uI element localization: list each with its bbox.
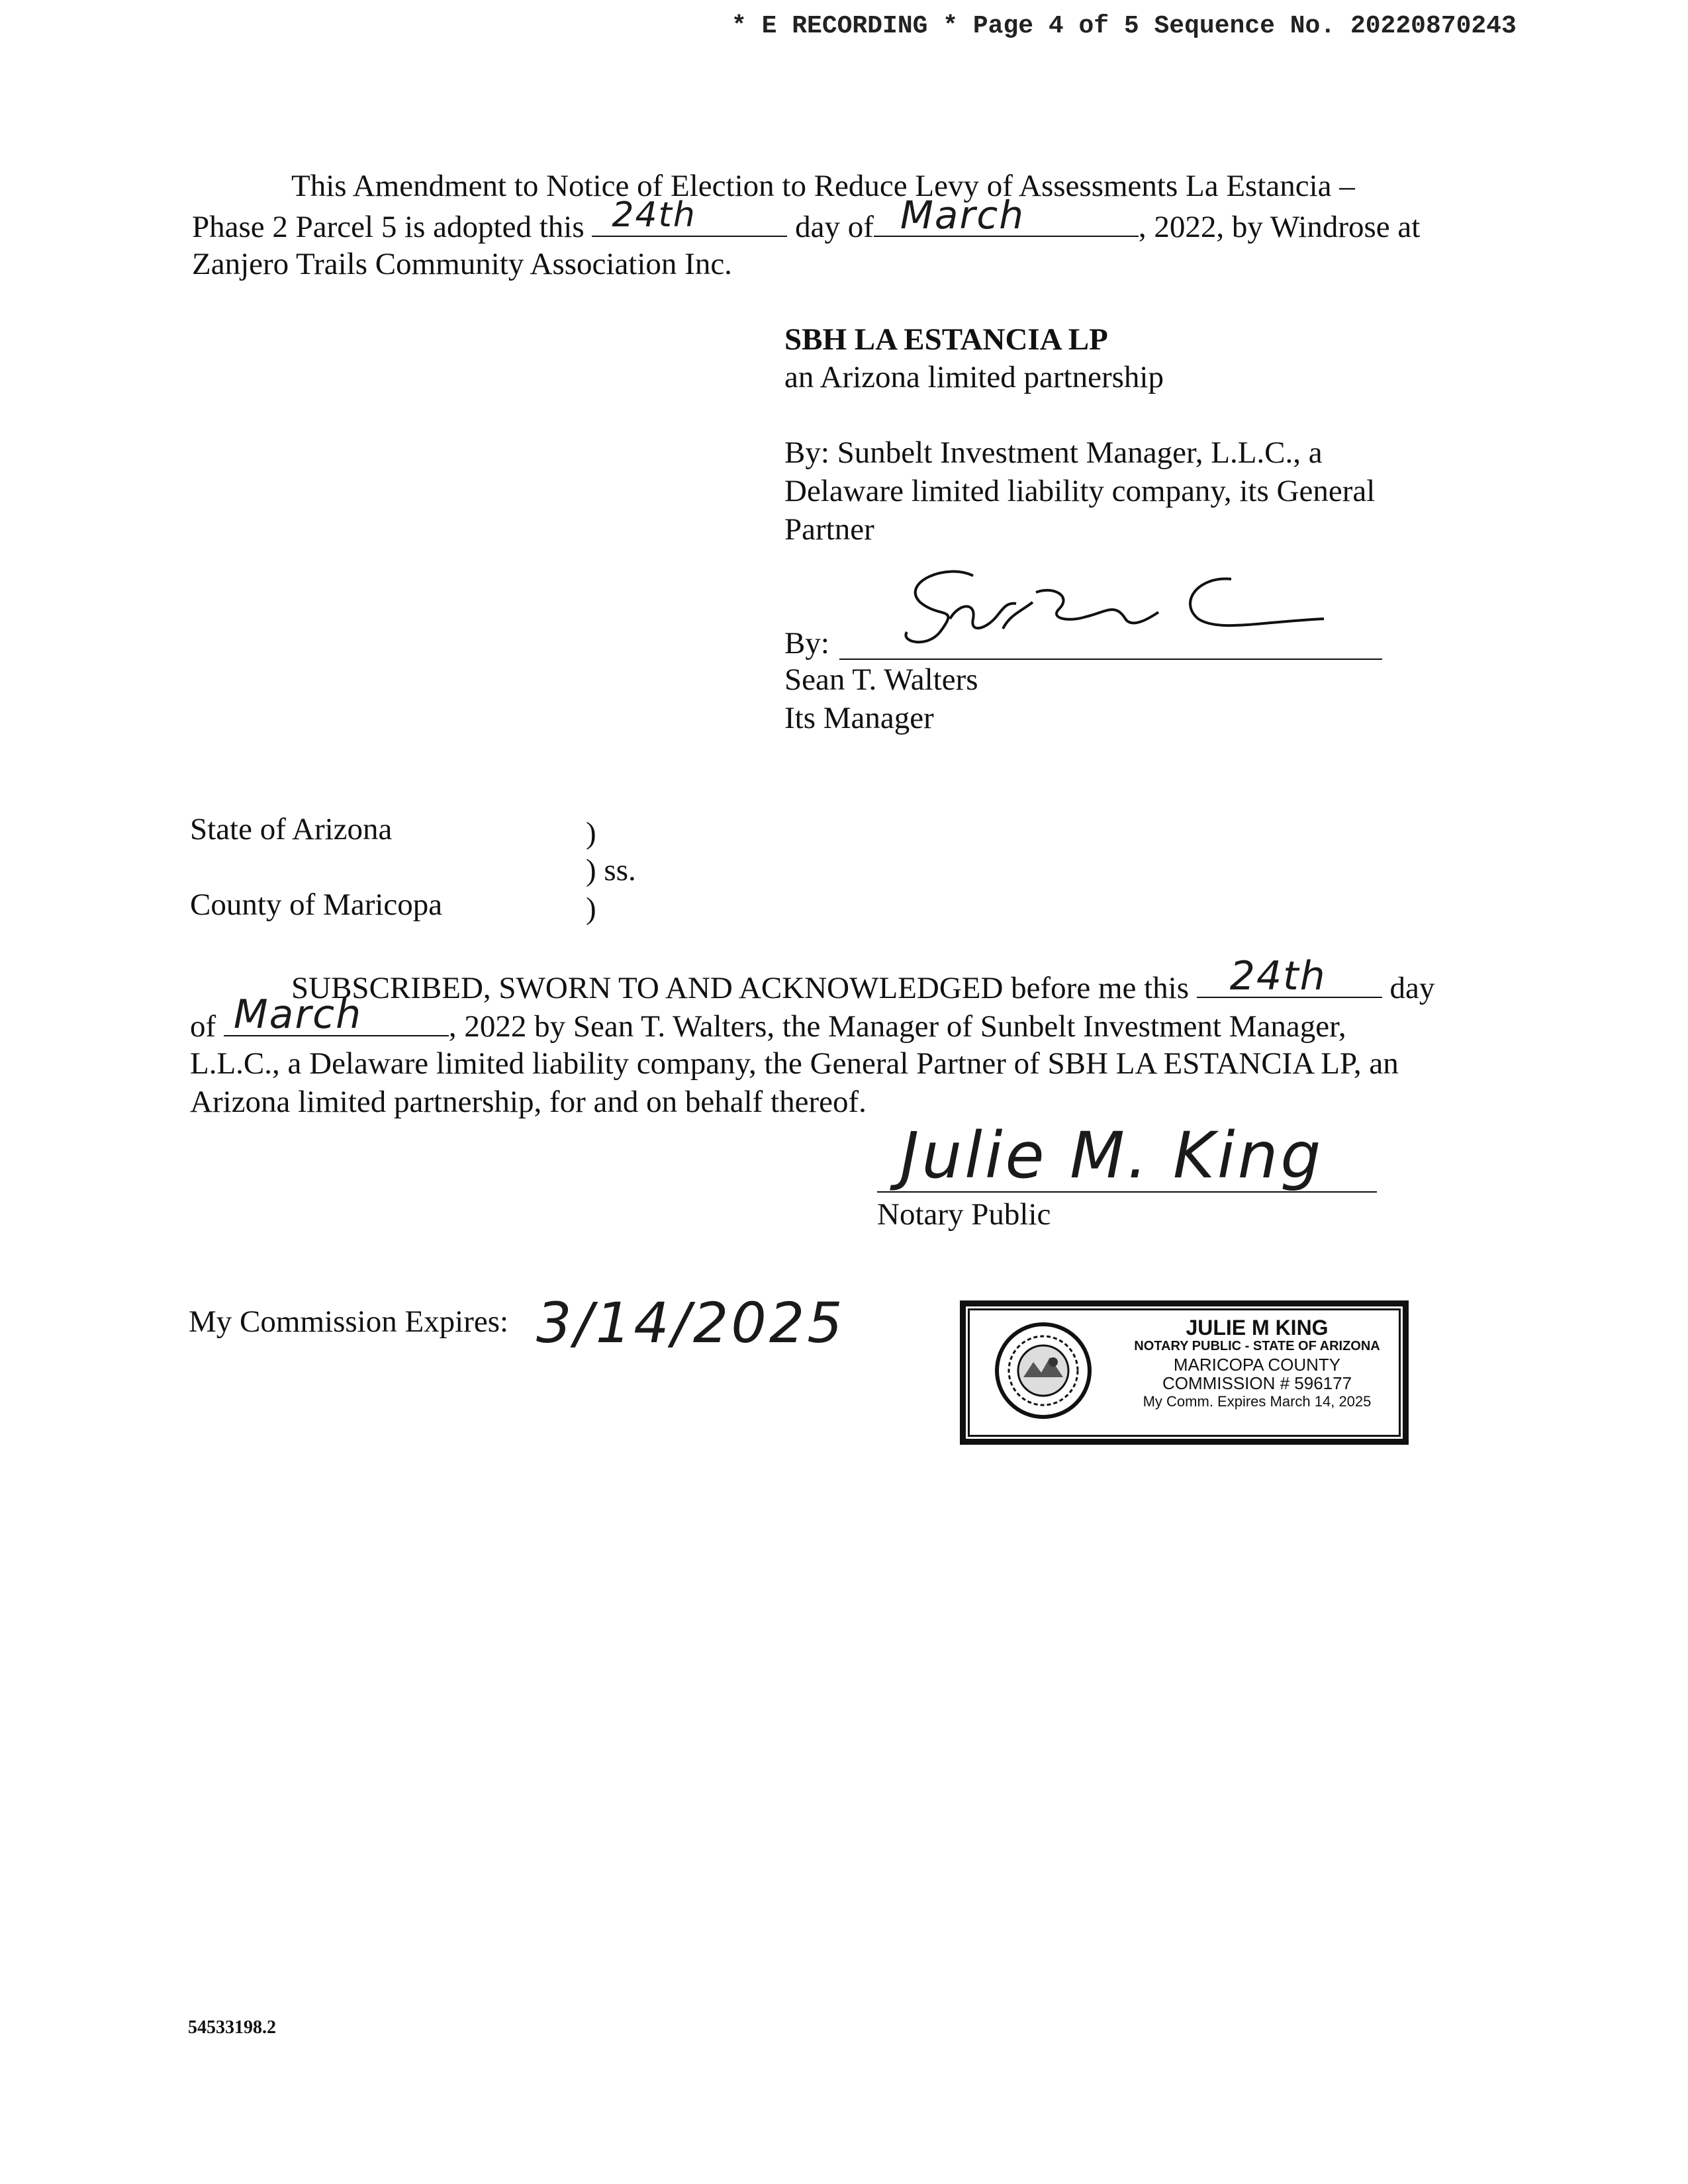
ack-line-1-post: day: [1389, 971, 1435, 1005]
by-signature-label: By:: [784, 626, 829, 660]
ack-line-1-pre: SUBSCRIBED, SWORN TO AND ACKNOWLEDGED before me this: [291, 971, 1190, 1005]
entity-description: an Arizona limited partnership: [784, 360, 1164, 394]
ack-day-handwritten: 24th: [1229, 953, 1327, 999]
ack-line-1: [291, 953, 1435, 1007]
ack-line-4: Arizona limited partnership, for and on behalf thereof.: [190, 1085, 867, 1119]
venue-state: State of Arizona: [190, 812, 393, 846]
intro-line-2-pre: Phase 2 Parcel 5 is adopted this: [192, 210, 585, 244]
stamp-commission: COMMISSION # 596177: [1162, 1373, 1352, 1393]
document-id: 54533198.2: [188, 2017, 276, 2038]
signer-name: Sean T. Walters: [784, 662, 978, 697]
recording-header: * E RECORDING * Page 4 of 5 Sequence No. 20220870243: [731, 12, 1517, 40]
venue-ss: ) ss.: [586, 853, 636, 887]
stamp-name: JULIE M KING: [1186, 1316, 1329, 1340]
adoption-day-blank: [592, 195, 787, 237]
adoption-month-handwritten: March: [900, 193, 1025, 238]
ack-line-2-post: , 2022 by Sean T. Walters, the Manager of Sunbelt Investment Manager,: [448, 1009, 1346, 1044]
intro-line-1: This Amendment to Notice of Election to Reduce Levy of Assessments La Estancia –: [291, 169, 1355, 203]
signer-title: Its Manager: [784, 701, 934, 735]
ack-month-handwritten: March: [233, 991, 363, 1038]
venue-paren-3: ): [586, 891, 596, 926]
by-manager-line-3: Partner: [784, 512, 874, 547]
entity-name: SBH LA ESTANCIA LP: [784, 322, 1108, 357]
adoption-month-blank: [874, 193, 1139, 238]
intro-line-2-mid: day of: [795, 210, 874, 244]
intro-line-2-post: , 2022, by Windrose at: [1138, 210, 1421, 244]
signer-signature-icon: [887, 556, 1350, 662]
notary-public-label: Notary Public: [877, 1197, 1051, 1232]
intro-line-3: Zanjero Trails Community Association Inc.: [192, 247, 732, 281]
ack-line-2-pre: of: [190, 1009, 216, 1044]
ack-line-2: [190, 991, 1346, 1046]
state-seal-icon: [994, 1321, 1093, 1420]
ack-day-blank: [1197, 953, 1382, 999]
ack-line-3: L.L.C., a Delaware limited liability company, the General Partner of SBH LA ESTANCIA LP, an: [190, 1046, 1399, 1081]
notary-stamp: [960, 1300, 1409, 1445]
intro-line-2: [192, 193, 1421, 246]
ack-month-blank: [224, 991, 449, 1038]
stamp-title: NOTARY PUBLIC - STATE OF ARIZONA: [1134, 1339, 1380, 1353]
commission-expires-label: My Commission Expires:: [189, 1304, 509, 1339]
stamp-text-block: [1118, 1318, 1396, 1411]
stamp-county: MARICOPA COUNTY: [1173, 1355, 1341, 1375]
adoption-day-handwritten: 24th: [612, 195, 696, 235]
stamp-expires: My Comm. Expires March 14, 2025: [1143, 1393, 1372, 1410]
venue-paren-1: ): [586, 816, 596, 850]
commission-expires-date: 3/14/2025: [536, 1291, 845, 1355]
by-manager-line-1: By: Sunbelt Investment Manager, L.L.C., a: [784, 435, 1323, 470]
venue-county: County of Maricopa: [190, 887, 443, 922]
by-manager-line-2: Delaware limited liability company, its General: [784, 474, 1376, 508]
notary-signature: Julie M. King: [900, 1118, 1324, 1193]
